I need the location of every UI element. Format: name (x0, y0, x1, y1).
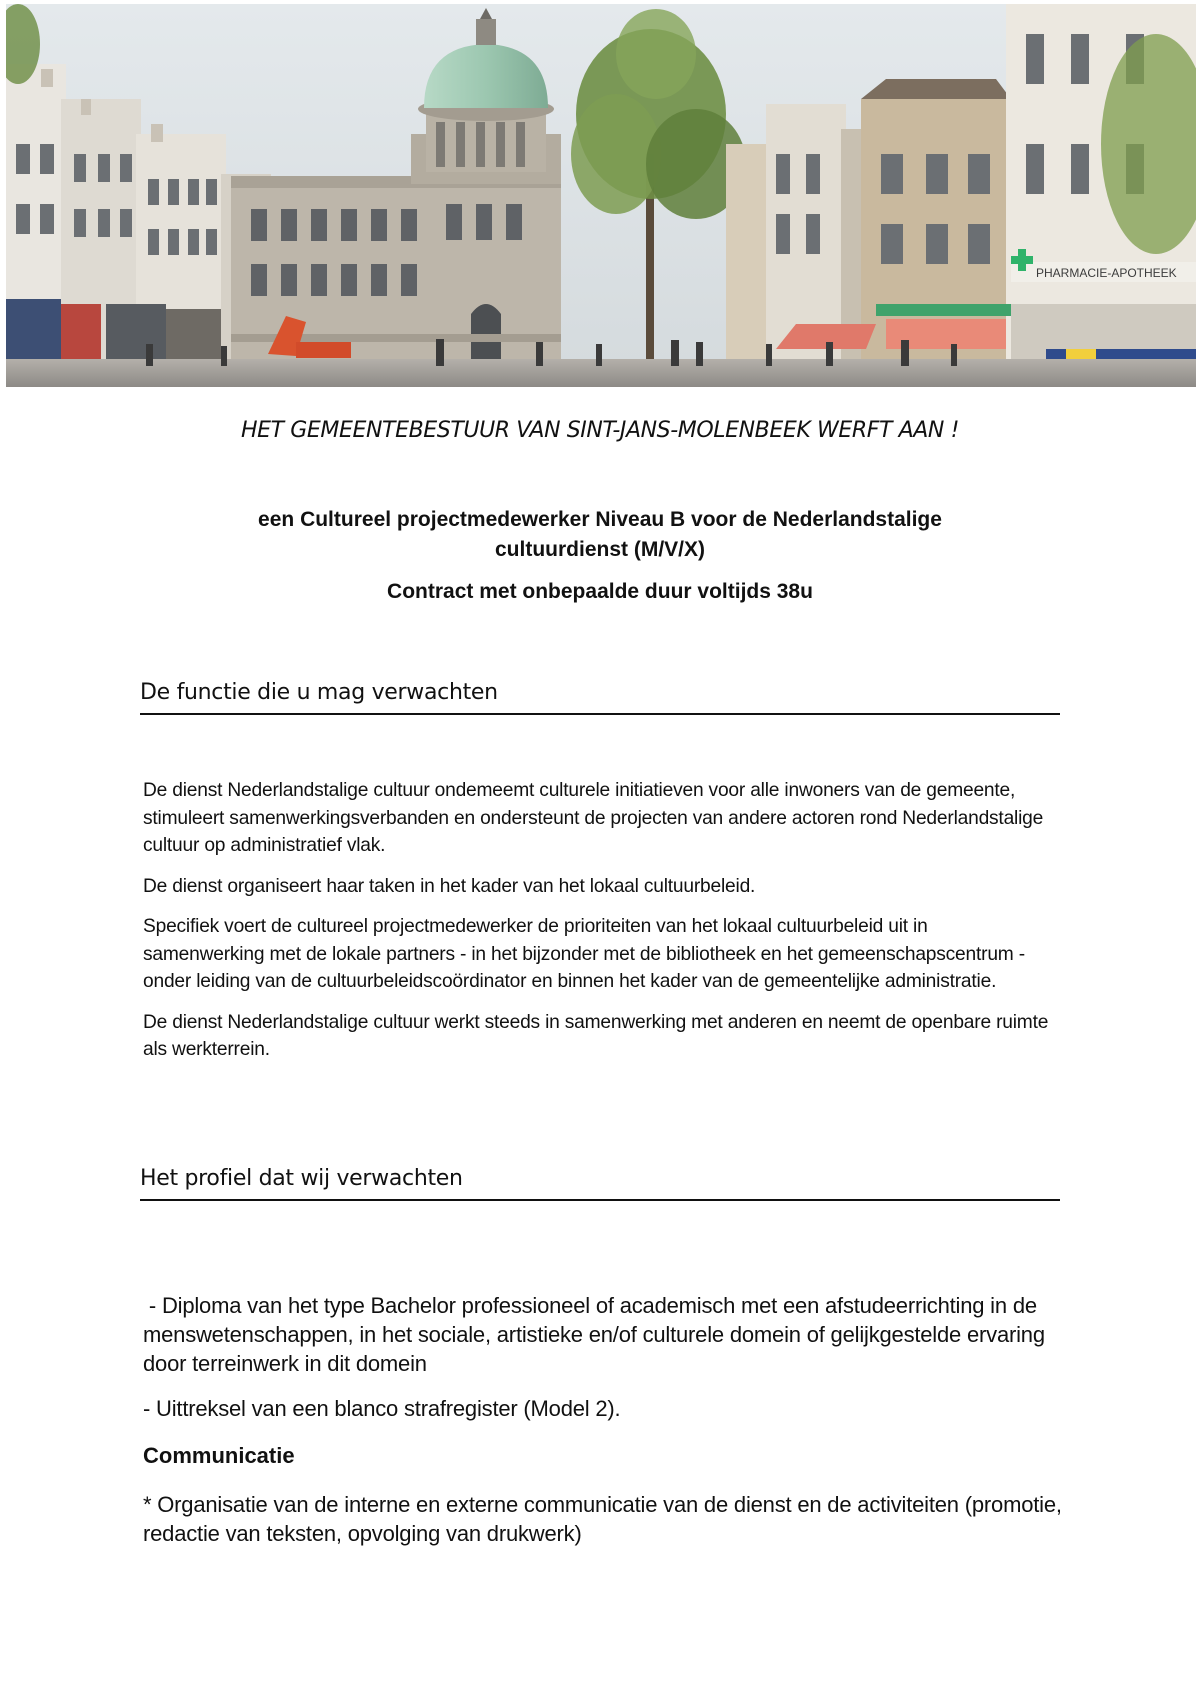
section-heading-function: De functie die u mag verwachten (140, 680, 1060, 715)
street-scene-illustration (6, 4, 1196, 387)
job-title (180, 505, 1020, 565)
contract-type: Contract met onbepaalde duur voltijds 38u (387, 580, 813, 603)
communication-tasks (143, 1490, 1063, 1564)
paragraph: De dienst Nederlandstalige cultuur werkt steeds in samenwerking met anderen en neemt de openbare ruimte als werkterrein. (143, 1011, 1049, 1060)
list-item: * Organisatie van de interne en externe communicatie van de dienst en de activiteiten (promotie, redactie van teksten, opvolging van drukwerk) (143, 1492, 1062, 1546)
job-title-line2: cultuurdienst (M/V/X) (495, 538, 705, 561)
paragraph: Specifiek voert de cultureel projectmedewerker de prioriteiten van het lokaal cultuurbeleid uit in samenwerking met de lokale partners - in het bijzonder met de bibliotheek en het gemeenschapscentrum - onder leiding van de cultuurbeleidscoördinator en binnen het kader van de gemeentelijke administratie. (143, 916, 1025, 992)
list-item: - Diploma van het type Bachelor professioneel of academisch met een afstudeerrichting in de menswetenschappen, in het sociale, artistieke en/of culturele domein of gelijkgestelde ervaring door terreinwerk in dit domein (143, 1293, 1051, 1376)
paragraph: De dienst Nederlandstalige cultuur ondemeemt culturele initiatieven voor alle inwoners van de gemeente, stimuleert samenwerkingsverbanden en ondersteunt de projecten van andere actoren rond Nederlandstalige cultuur op administratief vlak. (143, 780, 1044, 856)
list-item: - Uittreksel van een blanco strafregister (Model 2). (143, 1396, 621, 1421)
section-heading-profile: Het profiel dat wij verwachten (140, 1166, 1060, 1201)
header-photo (6, 4, 1196, 387)
job-title-line1: een Cultureel projectmedewerker Niveau B voor de Nederlandstalige (258, 508, 942, 531)
subheading-communication: Communicatie (143, 1443, 295, 1468)
profile-requirements (143, 1291, 1063, 1439)
function-description (143, 777, 1053, 1077)
page-heading: HET GEMEENTEBESTUUR VAN SINT-JANS-MOLENBEEK WERFT AAN ! (240, 418, 959, 443)
pharmacy-sign: PHARMACIE-APOTHEEK (1036, 266, 1177, 280)
paragraph: De dienst organiseert haar taken in het kader van het lokaal cultuurbeleid. (143, 875, 756, 897)
